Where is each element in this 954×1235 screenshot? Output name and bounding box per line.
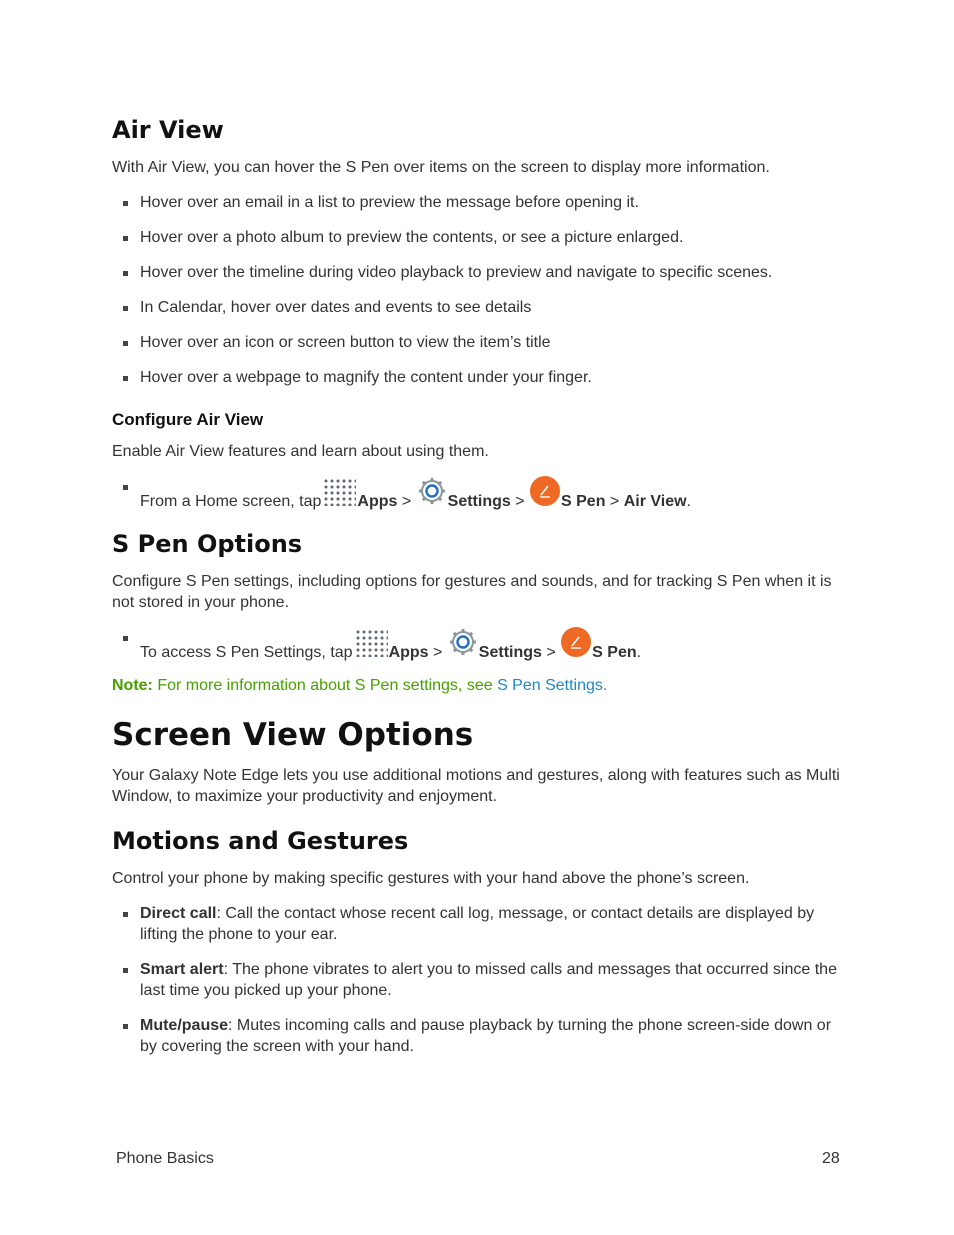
smart-alert-term: Smart alert bbox=[140, 961, 224, 978]
configure-air-view-heading: Configure Air View bbox=[112, 410, 264, 429]
note bbox=[112, 675, 840, 696]
apps-grid-icon bbox=[322, 478, 356, 506]
s-pen-icon bbox=[530, 476, 560, 506]
mute-pause-desc: : Mutes incoming calls and pause playback by turning the phone screen-side down or by covering the screen with your hand. bbox=[140, 1017, 832, 1055]
footer-section-name: Phone Basics bbox=[116, 1150, 214, 1167]
screen-view-intro: Your Galaxy Note Edge lets you use additional motions and gestures, along with features such as Multi Window, to maximize your productivity and enjoyment. bbox=[112, 767, 840, 805]
separator: > bbox=[397, 493, 416, 510]
air-view-label: Air View bbox=[623, 493, 687, 510]
list-item bbox=[112, 1015, 840, 1057]
list-item: Hover over a webpage to magnify the content under your finger. bbox=[112, 367, 840, 388]
separator: > bbox=[510, 493, 529, 510]
configure-air-view-intro: Enable Air View features and learn about using them. bbox=[112, 443, 489, 460]
note-period: . bbox=[602, 677, 608, 694]
separator: > bbox=[428, 644, 447, 661]
settings-gear-icon bbox=[448, 627, 478, 657]
direct-call-term: Direct call bbox=[140, 905, 217, 922]
note-text: For more information about S Pen settings, see bbox=[152, 677, 498, 694]
settings-gear-icon bbox=[417, 476, 447, 506]
motions-intro: Control your phone by making specific gestures with your hand above the phone’s screen. bbox=[112, 870, 750, 887]
air-view-heading: Air View bbox=[112, 116, 224, 144]
motions-gestures-heading: Motions and Gestures bbox=[112, 827, 409, 855]
list-item bbox=[112, 903, 840, 945]
separator: > bbox=[541, 644, 561, 661]
period: . bbox=[686, 493, 691, 510]
list-item: Hover over a photo album to preview the contents, or see a picture enlarged. bbox=[112, 227, 840, 248]
apps-label: Apps bbox=[357, 493, 398, 510]
list-item: In Calendar, hover over dates and events to see details bbox=[112, 297, 840, 318]
list-item bbox=[112, 476, 840, 517]
s-pen-options-intro: Configure S Pen settings, including options for gestures and sounds, and for tracking S Pen when it is not stored in your phone. bbox=[112, 573, 832, 611]
list-item bbox=[112, 959, 840, 1001]
smart-alert-desc: : The phone vibrates to alert you to missed calls and messages that occurred since the last time you picked up your phone. bbox=[140, 961, 837, 999]
s-pen-label: S Pen bbox=[592, 644, 637, 661]
period: . bbox=[636, 644, 642, 661]
list-item: Hover over the timeline during video playback to preview and navigate to specific scenes. bbox=[112, 262, 840, 283]
list-item: Hover over an icon or screen button to view the item’s title bbox=[112, 332, 840, 353]
apps-grid-icon bbox=[354, 629, 388, 657]
footer-page-number: 28 bbox=[822, 1150, 840, 1167]
motions-list bbox=[112, 903, 840, 1057]
apps-label: Apps bbox=[388, 644, 429, 661]
air-view-intro: With Air View, you can hover the S Pen over items on the screen to display more information. bbox=[112, 159, 770, 176]
s-pen-options-heading: S Pen Options bbox=[112, 530, 303, 558]
s-pen-steps-list bbox=[112, 627, 840, 668]
air-view-bullet-list bbox=[112, 192, 840, 388]
screen-view-options-heading: Screen View Options bbox=[112, 717, 474, 753]
s-pen-label: S Pen bbox=[561, 493, 606, 510]
configure-steps-list bbox=[112, 476, 840, 517]
note-label: Note: bbox=[112, 677, 153, 694]
settings-label: Settings bbox=[478, 644, 542, 661]
list-item: Hover over an email in a list to preview the message before opening it. bbox=[112, 192, 840, 213]
s-pen-settings-link[interactable]: S Pen Settings bbox=[497, 677, 603, 694]
s-pen-icon bbox=[561, 627, 591, 657]
step-text: From a Home screen, tap bbox=[140, 493, 322, 510]
mute-pause-term: Mute/pause bbox=[140, 1017, 229, 1034]
direct-call-desc: : Call the contact whose recent call log, message, or contact details are displayed by lifting the phone to your ear. bbox=[140, 905, 815, 943]
list-item bbox=[112, 627, 840, 668]
settings-label: Settings bbox=[447, 493, 511, 510]
separator: > bbox=[605, 493, 624, 510]
step-text: To access S Pen Settings, tap bbox=[140, 644, 353, 661]
